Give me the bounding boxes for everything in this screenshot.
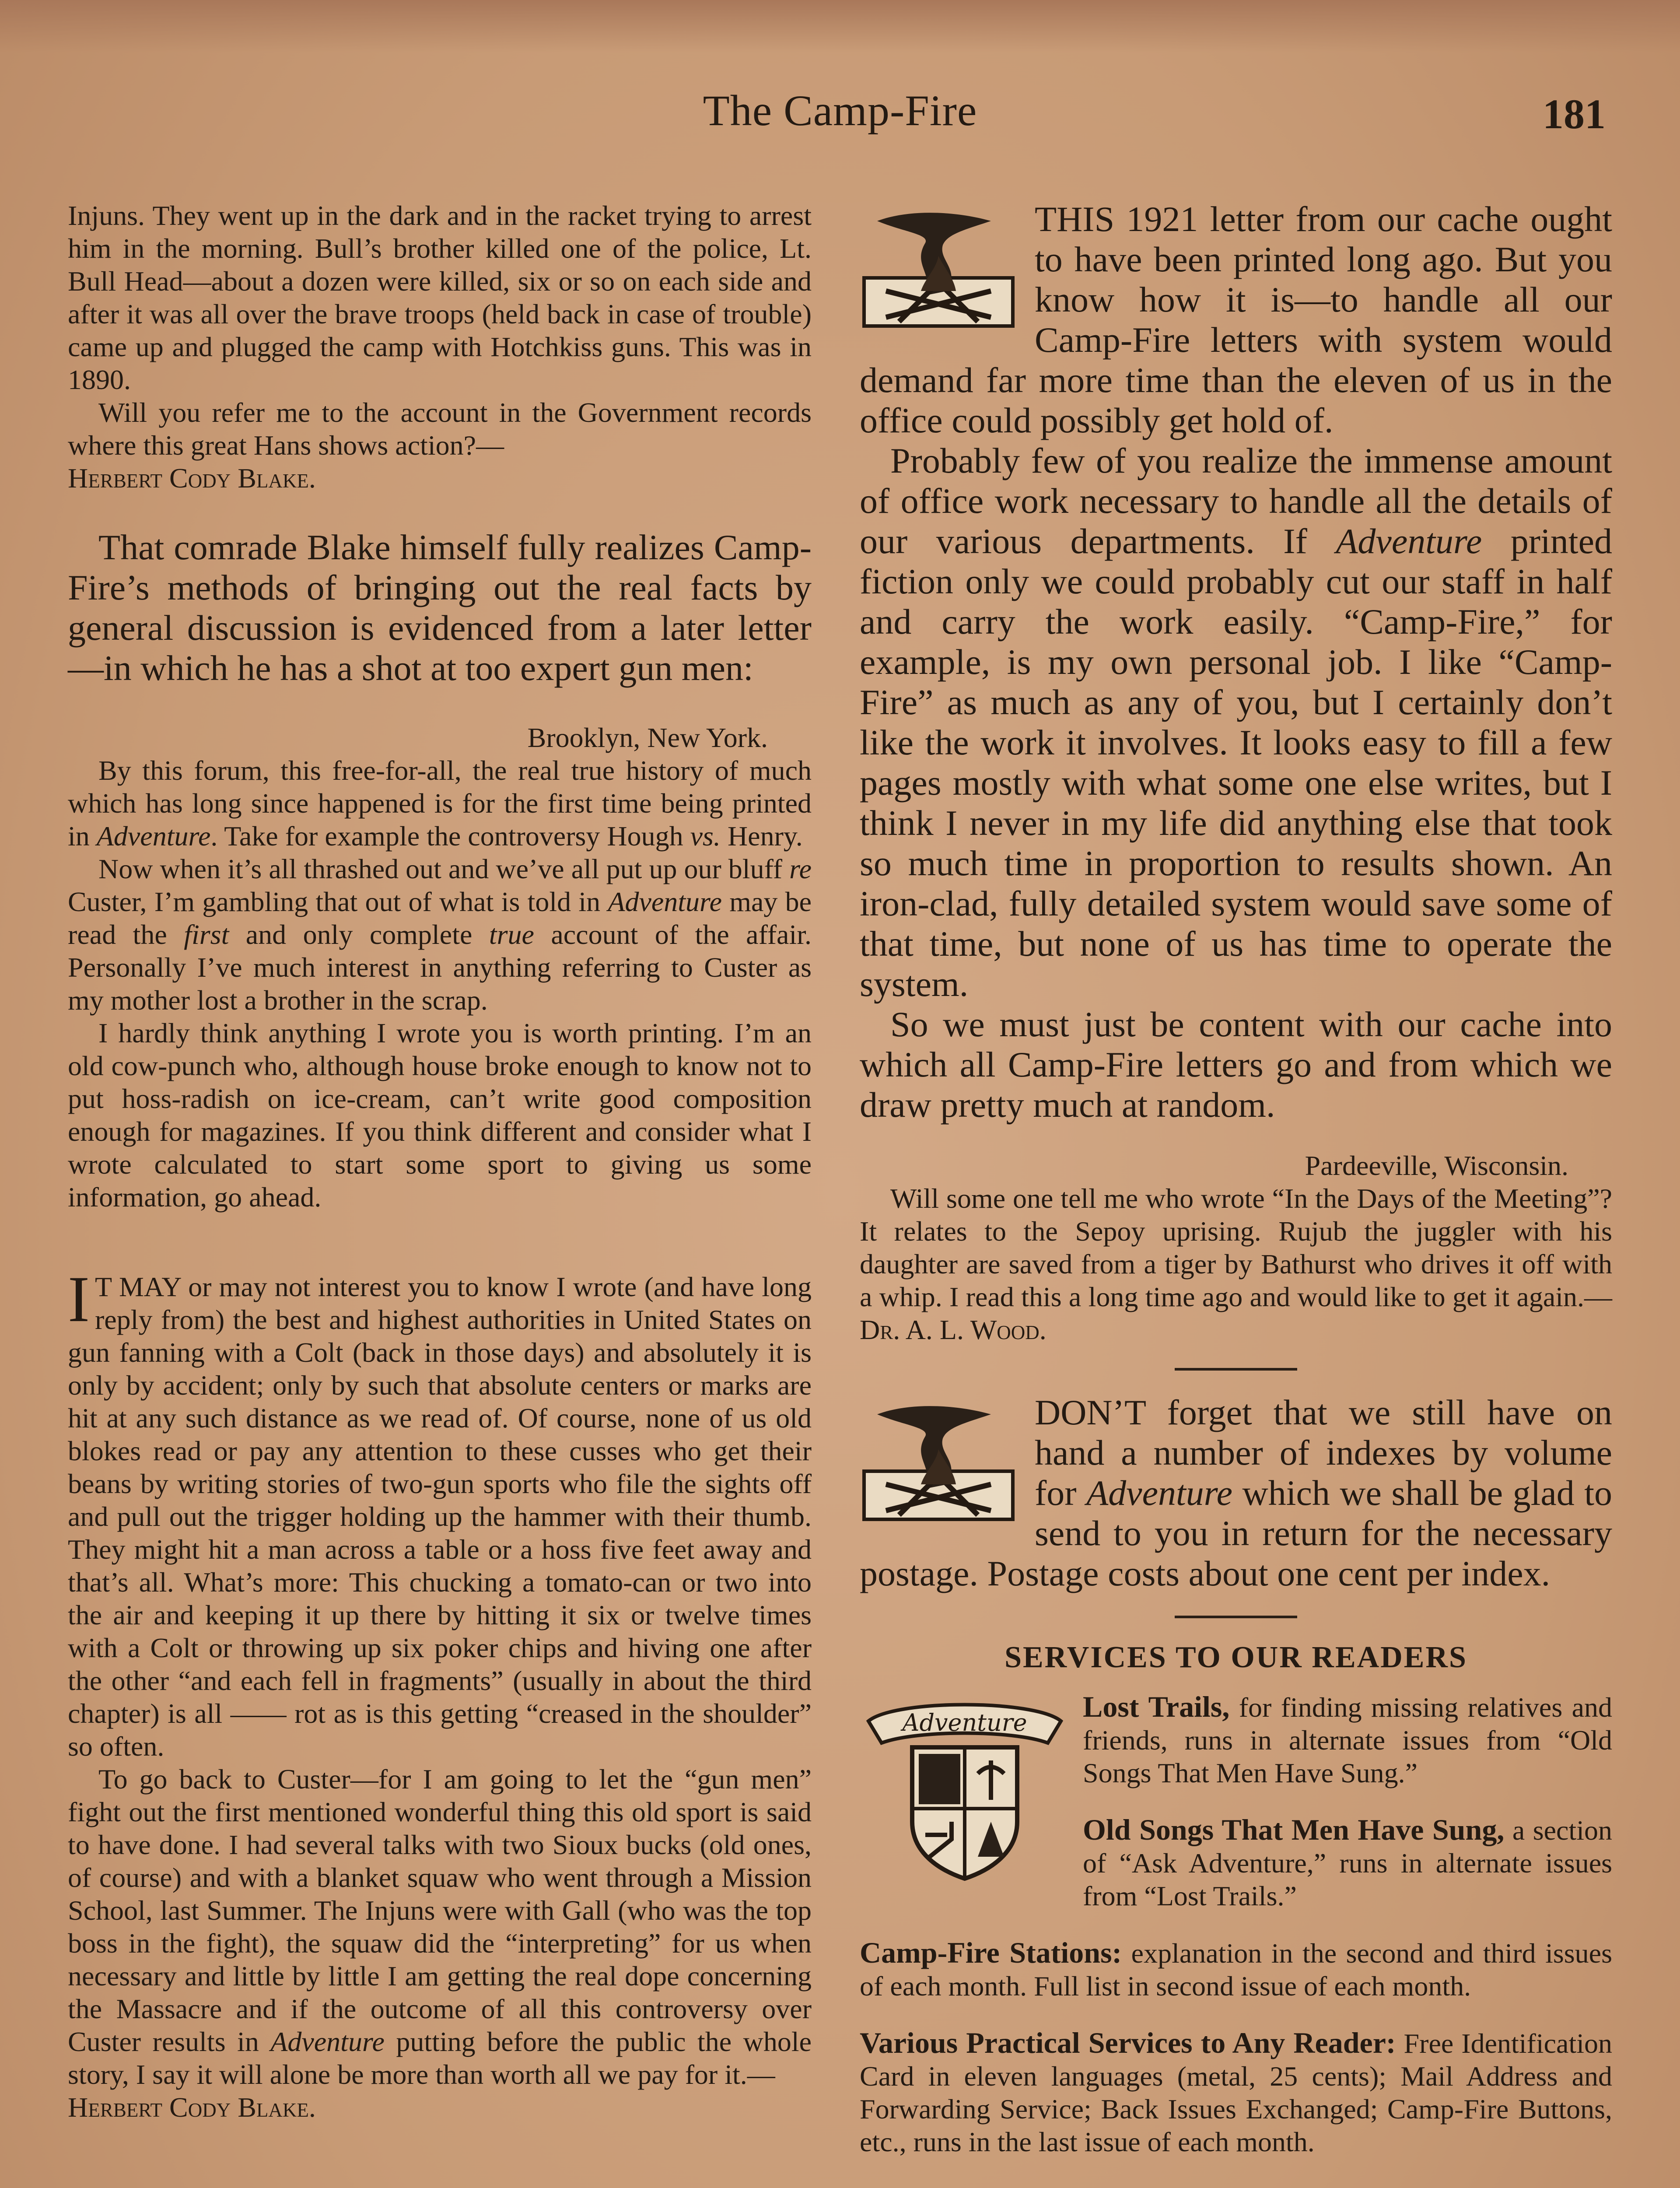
running-head-title: The Camp-Fire <box>703 86 977 135</box>
editor-paragraph: So we must just be content with our cache into which all Camp-Fire letters go and from which we draw pretty much at random. <box>860 1004 1612 1125</box>
letter-paragraph <box>860 1182 1612 1346</box>
letter-text: Will you refer me to the account in the Government records where this great Hans shows action?— <box>68 397 812 461</box>
section-divider <box>1175 1616 1297 1618</box>
signature: Herbert Cody Blake. <box>68 463 316 494</box>
editor-paragraph: THIS 1921 letter from our cache ought to have been printed long ago. But you know how it is—to handle all our Camp-Fire letters with system would demand far more time than the eleven of us in the office could possibly get hold of. <box>860 199 1612 440</box>
letter-place: Pardeeville, Wisconsin. <box>1305 1150 1568 1181</box>
text: Custer, I’m gambling that out of what is told in <box>68 886 608 917</box>
section-divider <box>1175 1368 1297 1371</box>
magazine-name: Adventure <box>608 886 722 917</box>
text: may be read the <box>68 886 812 950</box>
service-various <box>860 2027 1612 2158</box>
adventure-crest-icon <box>860 1690 1070 1883</box>
crest-banner-text: Adventure <box>902 1709 1027 1736</box>
text: Now when it’s all thrashed out and we’ve all put up our bluff <box>98 853 790 884</box>
text: re <box>789 853 812 884</box>
signature: Dr. A. L. Wood. <box>860 1314 1046 1345</box>
editor-paragraph <box>860 441 1612 1004</box>
text: printed fiction only we could probably cut our staff in half and carry the work easily. “Camp-Fire,” for example, is my own personal job. I like “Camp-Fire” as much as any of you, but I certainly don’t like the work it involves. It looks easy to fill a few pages mostly with what some one else writes, but I think I never in my life did anything else that took so much time in proportion to results shown. An iron-clad, fully detailed system would save some of that time, but none of us has time to operate the system. <box>860 521 1612 1004</box>
service-title: Camp-Fire Stations: <box>860 1936 1122 1969</box>
text: and only complete <box>229 919 489 950</box>
magazine-name: Adventure <box>270 2026 385 2057</box>
text: vs. <box>690 820 721 852</box>
text: Will some one tell me who wrote “In the Days of the Meeting”? It relates to the Sepoy uprising. Rujub the juggler with his daughter are saved from a tiger by Bathurst who drives it off with a whip. I read this a long time ago and would like to get it again.— <box>860 1183 1612 1312</box>
letter-paragraph <box>68 754 812 852</box>
left-column <box>68 199 812 2124</box>
text: putting before the public the whole story, I say it will alone be more than worth all we pay for it.— <box>68 2026 812 2090</box>
text: To go back to Custer—for I am going to let the “gun men” fight out the first mentioned wonderful thing this old sport is said to have done. I had several talks with two Sioux bucks (old ones, of course) and with a blanket squaw who went through a Mission School, last Summer. The Injuns were with Gall (who was the top boss in the fight), the squaw did the “interpreting” for us when necessary and little by little I am getting the real dope concerning the Massacre and if the outcome of all this controversy over Custer results in <box>68 1764 812 2057</box>
text: true <box>489 919 534 950</box>
drop-cap: I <box>68 1263 90 1336</box>
magazine-name: Adventure <box>96 820 211 852</box>
letter-place: Brooklyn, New York. <box>527 722 768 753</box>
service-title: Old Songs That Men Have Sung, <box>1083 1813 1505 1846</box>
magazine-name: Adventure <box>1086 1473 1233 1513</box>
campfire-logo-icon <box>860 1397 1017 1528</box>
text: a section of “Ask Adventure,” runs in alternate issues from “Lost Trails.” <box>1083 1815 1612 1911</box>
letter-paragraph <box>68 396 812 494</box>
letter-paragraph: Injuns. They went up in the dark and in the racket trying to arrest him in the morning. Bull’s brother killed one of the police, Lt. Bull Head—about a dozen were killed, six or so on each side and after it was all over the brave troops (held back in case of trouble) came up and plugged the camp with Hotchkiss guns. This was in 1890. <box>68 200 812 395</box>
right-column <box>860 199 1612 2158</box>
campfire-logo-icon <box>860 203 1017 335</box>
letter-paragraph <box>68 1263 812 1763</box>
text: for finding missing relatives and friends, runs in alternate issues from “Old Songs That Men Have Sung.” <box>1083 1692 1612 1788</box>
page-number: 181 <box>1543 91 1606 137</box>
letter-paragraph: I hardly think anything I wrote you is worth printing. I’m an old cow-punch who, although house broke enough to know not to put hoss-radish on ice-cream, can’t write good composition enough for magazines. If you think different and consider what I wrote calculated to start some sport to giving us some information, go ahead. <box>68 1017 812 1213</box>
text: T MAY <box>94 1271 181 1302</box>
letter-paragraph <box>68 852 812 1017</box>
text: which we shall be glad to send to you in return for the necessary postage. Postage costs about one cent per index. <box>860 1473 1612 1593</box>
service-camp-fire-stations <box>860 1936 1612 2002</box>
text: Probably few of you realize the immense amount of office work necessary to handle all the details of our various departments. If <box>860 441 1612 561</box>
page-edge-shadow <box>0 0 1680 53</box>
service-title: Various Practical Services to Any Reader: <box>860 2026 1396 2059</box>
services-heading: SERVICES TO OUR READERS <box>1004 1641 1467 1674</box>
text: DON’T forget that we still have on hand a number of indexes by volume for <box>1035 1392 1612 1513</box>
text: By this forum, this free-for-all, the real true history of much which has long since happened is for the first time being printed in <box>68 755 812 852</box>
text: Free Identification Card in eleven languages (metal, 25 cents); Mail Address and Forwarding Service; Back Issues Exchanged; Camp-Fire Buttons, etc., runs in the last issue of each month. <box>860 2028 1613 2157</box>
editor-intro: That comrade Blake himself fully realizes Camp-Fire’s methods of bringing out the real facts by general discussion is evidenced from a later letter—in which he has a shot at too expert gun men: <box>68 527 812 688</box>
text: explanation in the second and third issues of each month. Full list in second issue of each month. <box>860 1938 1612 2002</box>
text: . Take for example the controversy Hough <box>210 820 690 852</box>
text: Henry. <box>720 820 803 852</box>
service-title: Lost Trails, <box>1083 1690 1230 1723</box>
text: account of the affair. Personally I’ve much interest in anything referring to Custer as my mother lost a brother in the scrap. <box>68 919 812 1016</box>
letter-paragraph <box>68 1763 812 2124</box>
signature: Herbert Cody Blake. <box>68 2092 316 2123</box>
text: or may not interest you to know I wrote (and have long reply from) the best and highest authorities in United States on gun fanning with a Colt (back in those days) and absolutely it is only by accident; only by such that absolute centers or marks are hit at any such distance as we read of. Of course, none of us old blokes read or pay any attention to these cusses who get their beans by writing stories of two-gun sports who file the sights off and pull out the trigger holding up the hammer with their thumb. They might hit a man across a table or a hoss five feet away and that’s all. What’s more: This chucking a tomato-can or two into the air and keeping it up there by hitting it six or twelve times with a Colt or throwing up six poker chips and hiving one after the other “and each fell in fragments” (usually in about the third chapter) is all —— rot as is this getting “creased in the shoulder” so often. <box>68 1271 812 1762</box>
text: first <box>184 919 229 950</box>
magazine-name: Adventure <box>1336 521 1482 561</box>
